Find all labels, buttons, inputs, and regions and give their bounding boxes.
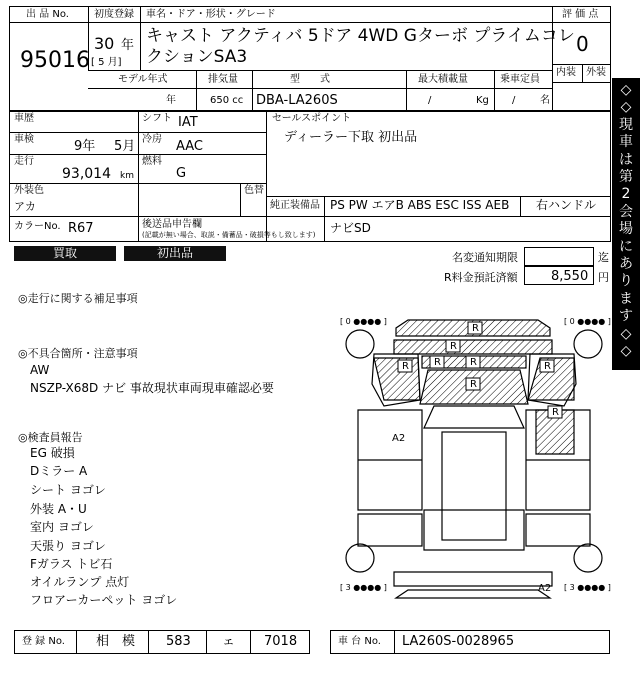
navi-value: ナビSD	[330, 221, 371, 235]
interior-label: 内装	[556, 67, 576, 78]
capacity-slash: /	[512, 95, 516, 106]
color-change-label: 色替	[244, 185, 264, 196]
ac-value: AAC	[176, 139, 203, 154]
recycle-value: 8,550	[551, 269, 589, 284]
damage-mark: R	[470, 379, 477, 390]
first-reg-year-unit: 年	[121, 38, 135, 53]
equipment-label: 純正装備品	[270, 200, 320, 211]
tire-depth-rear-right: [ 3 ●●●● ]	[564, 583, 611, 592]
tire-depth-front-left: [ 0 ●●●● ]	[340, 317, 387, 326]
displacement-label: 排気量	[208, 74, 238, 85]
lot-label: 出 品 No.	[26, 9, 69, 20]
chassis-number: LA260S-0028965	[402, 634, 515, 649]
sidebar-char: あ	[619, 256, 633, 272]
buy-tag: 買取	[14, 246, 116, 261]
damage-mark: R	[552, 407, 559, 418]
damage-mark: R	[472, 323, 479, 334]
sidebar-char: ◇	[620, 82, 632, 98]
damage-mark-a2: A2	[392, 433, 406, 444]
lot-number: 95016	[20, 48, 90, 73]
sidebar-char: ◇	[620, 99, 632, 116]
tire-depth-front-right: [ 0 ●●●● ]	[564, 317, 611, 326]
model-code-value: DBA-LA260S	[256, 93, 338, 108]
displacement-value: 650 cc	[210, 95, 244, 106]
inspector-line: Dミラー A	[30, 464, 88, 478]
history-label: 車歴	[14, 113, 34, 124]
fuel-label: 燃料	[142, 156, 162, 167]
sidebar-char: 2	[621, 186, 631, 203]
sales-point-value: ディーラー下取 初出品	[284, 130, 418, 145]
ac-label: 冷房	[142, 134, 162, 145]
score-label: 評 価 点	[562, 9, 599, 20]
ext-color-value: アカ	[14, 200, 36, 213]
recycle-label: R料金預託済額	[444, 271, 518, 284]
inspector-line: オイルランプ 点灯	[30, 575, 130, 589]
load-unit: Kg	[476, 95, 489, 106]
sidebar-char: す	[619, 308, 633, 325]
reg-label: 登 録 No.	[22, 636, 65, 647]
mileage-unit: km	[120, 171, 134, 181]
inspector-line: Fガラス トビ石	[30, 557, 113, 571]
first-reg-label: 初度登録	[94, 9, 134, 20]
reg-area: 相 模	[96, 634, 136, 649]
capacity-unit: 名	[540, 95, 550, 106]
damage-mark: R	[544, 361, 551, 372]
shift-label: シフト	[142, 113, 172, 124]
inspector-line: シート ヨゴレ	[30, 483, 106, 497]
inspection-year: 9年	[74, 139, 96, 154]
damage-mark-a2: A2	[538, 583, 552, 594]
defect-line: NSZP-X68D ナビ 事故現状車両現車確認必要	[30, 381, 274, 395]
recycle-unit: 円	[598, 271, 609, 284]
aftermarket-note: (記載が無い場合、取説・備蓄品・破損等もし致します)	[142, 231, 316, 239]
handle-value: 右ハンドル	[536, 198, 597, 212]
model-year-label: モデル年式	[118, 74, 168, 85]
reg-number: 7018	[264, 634, 298, 649]
recycle-value-box	[524, 266, 594, 285]
sidebar-char: に	[619, 238, 633, 255]
defects-title: ◎不具合箇所・注意事項	[18, 347, 138, 360]
mileage-label: 走行	[14, 156, 34, 167]
inspection-month: 5月	[114, 139, 136, 154]
inspector-line: 天張り ヨゴレ	[30, 539, 106, 553]
reg-kana: ェ	[222, 634, 236, 649]
car-name-line1: キャスト アクティバ 5ドア 4WD Gターボ プライムコレ	[146, 26, 575, 46]
sidebar-char: 会	[619, 203, 633, 220]
color-no-value: R67	[68, 221, 94, 236]
load-slash: /	[428, 95, 432, 106]
limit-label: 名変通知期限	[452, 251, 518, 264]
car-name-label: 車名・ドア・形状・グレード	[146, 9, 276, 20]
sidebar-char: ◇	[620, 325, 632, 342]
ext-color-label: 外装色	[14, 185, 44, 196]
inspector-title: ◎検査員報告	[18, 431, 83, 444]
first-reg-month: [ 5 月]	[91, 57, 122, 68]
sidebar-char: 第	[619, 169, 633, 185]
venue-notice-sidebar	[612, 78, 640, 370]
limit-suffix: 迄	[598, 251, 609, 264]
mileage-value: 93,014	[62, 166, 111, 182]
sidebar-char: は	[619, 151, 633, 168]
exterior-label: 外装	[586, 67, 606, 78]
capacity-label: 乗車定員	[500, 74, 540, 85]
defect-line: AW	[30, 363, 50, 377]
tire-depth-rear-left: [ 3 ●●●● ]	[340, 583, 387, 592]
model-code-label: 型 式	[290, 74, 330, 85]
damage-mark: R	[402, 361, 409, 372]
damage-mark: R	[470, 357, 477, 368]
sidebar-char: 車	[619, 134, 633, 151]
sidebar-char: ◇	[620, 343, 632, 359]
inspection-label: 車検	[14, 134, 34, 145]
sidebar-char: り	[619, 273, 633, 290]
sales-point-label: セールスポイント	[272, 113, 352, 124]
damage-mark: R	[450, 341, 457, 352]
aftermarket-label: 後送品申告欄	[142, 219, 202, 230]
inspector-line: EG 破損	[30, 446, 75, 460]
score-value: 0	[576, 32, 589, 56]
color-no-label: カラーNo.	[14, 221, 61, 232]
sidebar-char: 場	[619, 221, 633, 238]
inspector-line: 外装 A・U	[30, 502, 87, 516]
inspector-line: フロアーカーペット ヨゴレ	[30, 593, 178, 607]
car-name-line2: クションSA3	[146, 47, 248, 67]
damage-mark: R	[434, 357, 441, 368]
equipment-value: PS PW エアB ABS ESC ISS AEB	[330, 198, 510, 212]
sidebar-char: 現	[619, 116, 633, 133]
first-listing-tag: 初出品	[124, 246, 226, 261]
chassis-label: 車 台 No.	[338, 636, 381, 647]
limit-value-box	[524, 247, 594, 266]
reg-class: 583	[166, 634, 191, 649]
first-reg-year: 30	[94, 34, 115, 53]
model-year-unit: 年	[166, 95, 176, 106]
sidebar-char: ま	[619, 290, 633, 307]
shift-value: IAT	[178, 115, 198, 130]
fuel-value: G	[176, 166, 187, 181]
inspector-line: 室内 ヨゴレ	[30, 520, 94, 534]
max-load-label: 最大積載量	[418, 74, 468, 85]
driving-remarks-title: ◎走行に関する補足事項	[18, 292, 138, 305]
